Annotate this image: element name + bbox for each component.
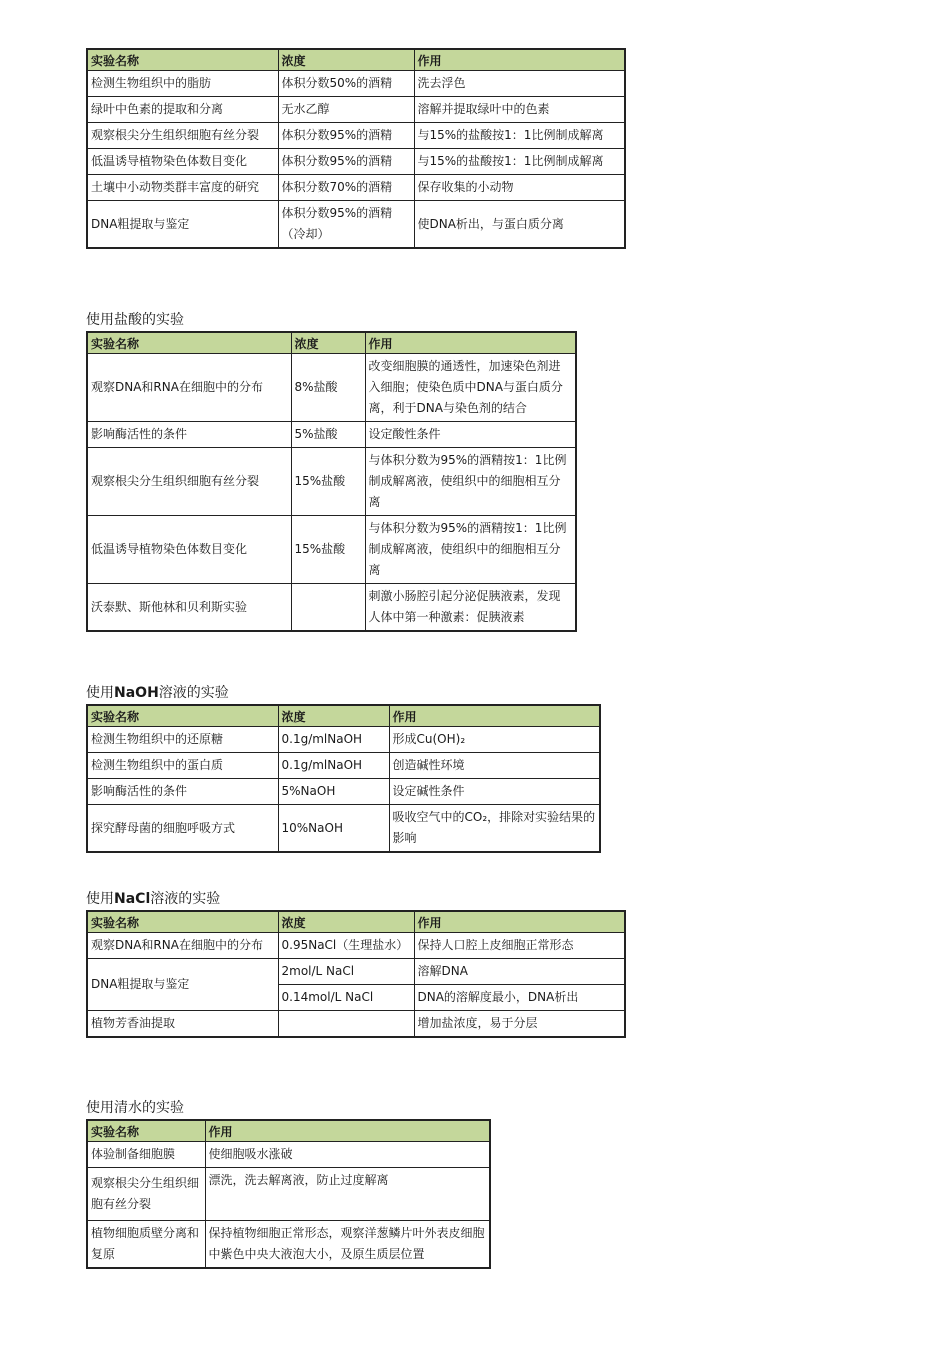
table-row bbox=[87, 779, 600, 805]
header-experiment: 实验名称 bbox=[87, 332, 291, 354]
cell-concentration: 5%盐酸 bbox=[291, 422, 365, 448]
table-row bbox=[87, 97, 625, 123]
cell-function: 与15%的盐酸按1：1比例制成解离 bbox=[414, 149, 625, 175]
cell-function: 溶解并提取绿叶中的色素 bbox=[414, 97, 625, 123]
cell-experiment: 观察DNA和RNA在细胞中的分布 bbox=[87, 354, 291, 422]
header-concentration: 浓度 bbox=[278, 49, 414, 71]
table-row bbox=[87, 448, 576, 516]
nacl-table-block bbox=[86, 890, 626, 1038]
header-function: 作用 bbox=[389, 705, 600, 727]
cell-concentration: 10%NaOH bbox=[278, 805, 389, 853]
header-function: 作用 bbox=[414, 911, 625, 933]
title-suffix: 溶液的实验 bbox=[150, 891, 221, 907]
title-chemical: NaOH bbox=[114, 685, 159, 701]
header-experiment: 实验名称 bbox=[87, 1120, 205, 1142]
table-row bbox=[87, 1221, 490, 1269]
table-row bbox=[87, 1168, 490, 1221]
hcl-section-title: 使用盐酸的实验 bbox=[86, 312, 184, 328]
cell-experiment: 观察DNA和RNA在细胞中的分布 bbox=[87, 933, 278, 959]
title-chemical: NaCl bbox=[114, 891, 151, 907]
title-prefix: 使用 bbox=[86, 891, 114, 907]
cell-concentration: 0.95NaCl（生理盐水） bbox=[278, 933, 414, 959]
table-row bbox=[87, 149, 625, 175]
header-function: 作用 bbox=[414, 49, 625, 71]
cell-experiment: 体验制备细胞膜 bbox=[87, 1142, 205, 1168]
cell-function: 保持植物细胞正常形态，观察洋葱鳞片叶外表皮细胞中紫色中央大液泡大小，及原生质层位置 bbox=[205, 1221, 490, 1269]
cell-concentration: 体积分数50%的酒精 bbox=[278, 71, 414, 97]
cell-function: 吸收空气中的CO₂，排除对实验结果的影响 bbox=[389, 805, 600, 853]
cell-concentration: 15%盐酸 bbox=[291, 516, 365, 584]
cell-function: 设定酸性条件 bbox=[365, 422, 576, 448]
table-row bbox=[87, 1011, 625, 1038]
cell-function: 保持人口腔上皮细胞正常形态 bbox=[414, 933, 625, 959]
cell-function: 漂洗，洗去解离液，防止过度解离 bbox=[205, 1168, 490, 1221]
cell-experiment: 观察根尖分生组织细胞有丝分裂 bbox=[87, 448, 291, 516]
header-function: 作用 bbox=[205, 1120, 490, 1142]
cell-function: 设定碱性条件 bbox=[389, 779, 600, 805]
cell-experiment: 影响酶活性的条件 bbox=[87, 779, 278, 805]
hcl-table-block bbox=[86, 311, 577, 632]
cell-experiment: 影响酶活性的条件 bbox=[87, 422, 291, 448]
cell-experiment: 观察根尖分生组织细胞有丝分裂 bbox=[87, 123, 278, 149]
cell-function: DNA的溶解度最小，DNA析出 bbox=[414, 985, 625, 1011]
header-experiment: 实验名称 bbox=[87, 705, 278, 727]
cell-concentration: 2mol/L NaCl bbox=[278, 959, 414, 985]
cell-function: 洗去浮色 bbox=[414, 71, 625, 97]
table-header-row bbox=[87, 332, 576, 354]
title-prefix: 使用 bbox=[86, 685, 114, 701]
hcl-table bbox=[86, 331, 577, 632]
cell-concentration: 体积分数95%的酒精 bbox=[278, 123, 414, 149]
table-header-row bbox=[87, 1120, 490, 1142]
table-header-row bbox=[87, 705, 600, 727]
table-row bbox=[87, 753, 600, 779]
cell-function: 与15%的盐酸按1：1比例制成解离 bbox=[414, 123, 625, 149]
header-experiment: 实验名称 bbox=[87, 49, 278, 71]
cell-experiment: 探究酵母菌的细胞呼吸方式 bbox=[87, 805, 278, 853]
cell-experiment: 土壤中小动物类群丰富度的研究 bbox=[87, 175, 278, 201]
cell-experiment: 检测生物组织中的还原糖 bbox=[87, 727, 278, 753]
water-section-title: 使用清水的实验 bbox=[86, 1100, 184, 1116]
cell-concentration: 无水乙醇 bbox=[278, 97, 414, 123]
cell-experiment: 检测生物组织中的脂肪 bbox=[87, 71, 278, 97]
cell-function: 改变细胞膜的通透性，加速染色剂进入细胞；使染色质中DNA与蛋白质分离，利于DNA与染色剂的结合 bbox=[365, 354, 576, 422]
table-row bbox=[87, 1142, 490, 1168]
cell-experiment: 绿叶中色素的提取和分离 bbox=[87, 97, 278, 123]
table-row bbox=[87, 727, 600, 753]
cell-function: 使细胞吸水涨破 bbox=[205, 1142, 490, 1168]
header-concentration: 浓度 bbox=[278, 911, 414, 933]
table-row bbox=[87, 71, 625, 97]
cell-experiment: 检测生物组织中的蛋白质 bbox=[87, 753, 278, 779]
cell-experiment: 沃泰默、斯他林和贝利斯实验 bbox=[87, 584, 291, 632]
cell-concentration: 15%盐酸 bbox=[291, 448, 365, 516]
cell-function: 与体积分数为95%的酒精按1：1比例制成解离液，使组织中的细胞相互分离 bbox=[365, 516, 576, 584]
cell-function: 使DNA析出，与蛋白质分离 bbox=[414, 201, 625, 249]
table-header-row bbox=[87, 911, 625, 933]
cell-function: 保存收集的小动物 bbox=[414, 175, 625, 201]
table-header-row bbox=[87, 49, 625, 71]
cell-function: 增加盐浓度，易于分层 bbox=[414, 1011, 625, 1038]
cell-experiment: DNA粗提取与鉴定 bbox=[87, 959, 278, 1011]
nacl-section-title bbox=[86, 890, 626, 908]
title-suffix: 溶液的实验 bbox=[158, 685, 229, 701]
cell-function: 刺激小肠腔引起分泌促胰液素，发现人体中第一种激素：促胰液素 bbox=[365, 584, 576, 632]
table-row bbox=[87, 422, 576, 448]
table-row bbox=[87, 175, 625, 201]
table-row bbox=[87, 959, 625, 985]
table-row bbox=[87, 201, 625, 249]
cell-experiment: 观察根尖分生组织细胞有丝分裂 bbox=[87, 1168, 205, 1221]
header-experiment: 实验名称 bbox=[87, 911, 278, 933]
table-row bbox=[87, 516, 576, 584]
naoh-section-title bbox=[86, 684, 601, 702]
cell-experiment: 植物芳香油提取 bbox=[87, 1011, 278, 1038]
header-function: 作用 bbox=[365, 332, 576, 354]
cell-concentration: 体积分数70%的酒精 bbox=[278, 175, 414, 201]
cell-experiment: 低温诱导植物染色体数目变化 bbox=[87, 516, 291, 584]
table-row bbox=[87, 123, 625, 149]
cell-concentration: 0.1g/mlNaOH bbox=[278, 727, 389, 753]
cell-function: 创造碱性环境 bbox=[389, 753, 600, 779]
table-row bbox=[87, 805, 600, 853]
naoh-table-block bbox=[86, 684, 601, 853]
cell-concentration bbox=[291, 584, 365, 632]
nacl-table bbox=[86, 910, 626, 1038]
cell-concentration bbox=[278, 1011, 414, 1038]
alcohol-table bbox=[86, 48, 626, 249]
cell-experiment: 低温诱导植物染色体数目变化 bbox=[87, 149, 278, 175]
cell-experiment: DNA粗提取与鉴定 bbox=[87, 201, 278, 249]
cell-function: 形成Cu(OH)₂ bbox=[389, 727, 600, 753]
naoh-table bbox=[86, 704, 601, 853]
table-row bbox=[87, 933, 625, 959]
table-row bbox=[87, 584, 576, 632]
cell-concentration: 0.1g/mlNaOH bbox=[278, 753, 389, 779]
cell-concentration: 体积分数95%的酒精（冷却） bbox=[278, 201, 414, 249]
cell-function: 与体积分数为95%的酒精按1：1比例制成解离液，使组织中的细胞相互分离 bbox=[365, 448, 576, 516]
cell-concentration: 0.14mol/L NaCl bbox=[278, 985, 414, 1011]
cell-concentration: 5%NaOH bbox=[278, 779, 389, 805]
table-row bbox=[87, 354, 576, 422]
water-table bbox=[86, 1119, 491, 1269]
cell-concentration: 8%盐酸 bbox=[291, 354, 365, 422]
header-concentration: 浓度 bbox=[278, 705, 389, 727]
cell-concentration: 体积分数95%的酒精 bbox=[278, 149, 414, 175]
header-concentration: 浓度 bbox=[291, 332, 365, 354]
alcohol-table-block bbox=[86, 48, 626, 249]
water-table-block bbox=[86, 1099, 491, 1269]
cell-function: 溶解DNA bbox=[414, 959, 625, 985]
cell-experiment: 植物细胞质壁分离和复原 bbox=[87, 1221, 205, 1269]
